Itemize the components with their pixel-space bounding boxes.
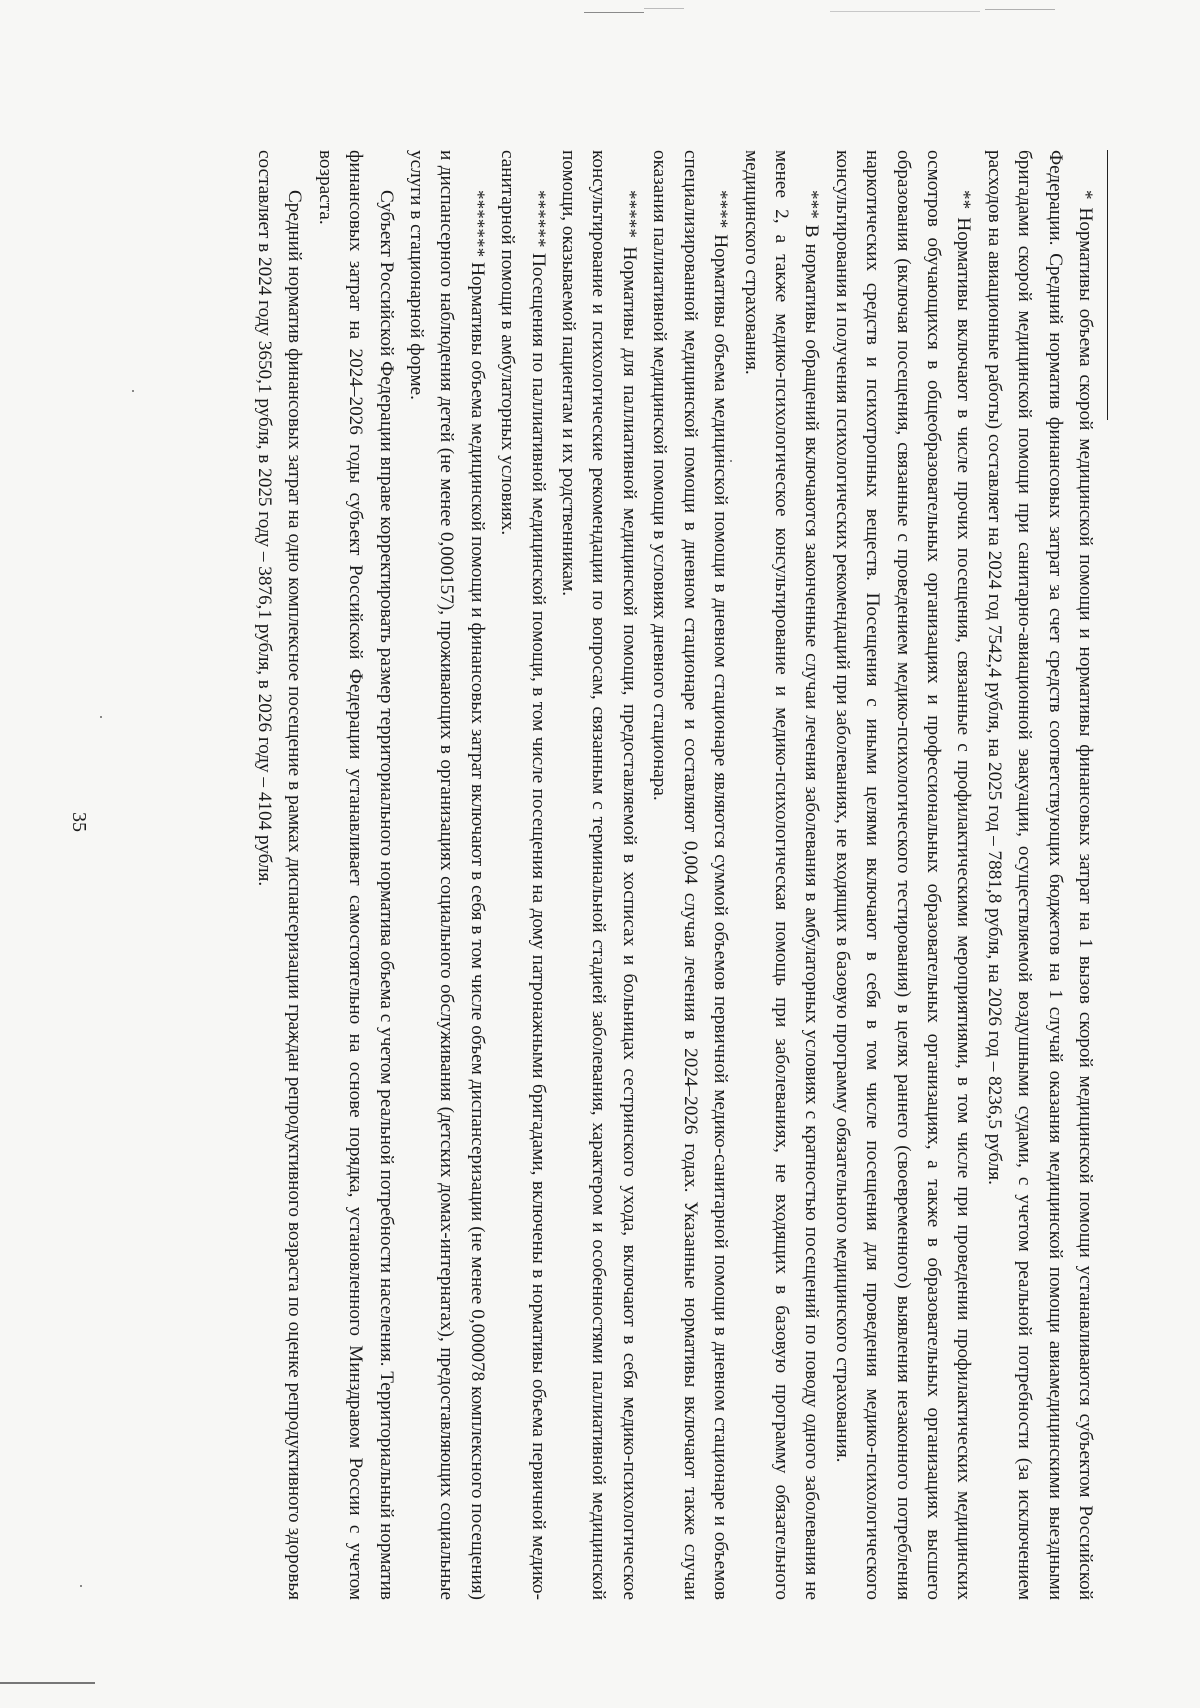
scan-artifact-line bbox=[584, 12, 644, 13]
paragraph-reproductive-health: Средний норматив финансовых затрат на одно комплексное посещение в рамках диспансеризации граждан репродуктивного возраста по оценке репродуктивного здоровья составляет в 2024 году 3650,1 рубля, в 2025 году – 3876,1 рубля, в 2026 году – 4104 рубля. bbox=[254, 150, 306, 1600]
scan-speck bbox=[100, 716, 102, 718]
footnote-2: ** Нормативы включают в числе прочих посещения, связанные с профилактическими мероприятиями, в том числе при проведении профилактических медицинских осмотров обучающихся в общеобразовательных организациях и профессиональных образовательных организациях, а также в образовательных организациях высшего образования (включая посещения, связанные с проведением медико-психологического тестирования) в целях раннего (своевременного) выявления незаконного потребления наркотических средств и психотропных веществ. Посещения с иными целями включают в себя в том числе посещения для проведения медико-психологического консультирования и получения психологических рекомендаций при заболеваниях, не входящих в базовую программу обязательного медицинского страхования. bbox=[831, 150, 975, 1600]
footnote-6: ****** Посещения по паллиативной медицинской помощи, в том числе посещения на дому патронажными бригадами, включены в нормативы объема первичной медико-санитарной помощи в амбулаторных условиях. bbox=[497, 150, 549, 1600]
footnote-3: *** В нормативы обращений включаются законченные случаи лечения заболевания в амбулаторных условиях с кратностью посещений по поводу одного заболевания не менее 2, а также медико-психологическое консультирование и медико-психологическая помощь при заболеваниях, не входящих в базовую программу обязательного медицинского страхования. bbox=[740, 150, 823, 1600]
scan-artifact-line bbox=[830, 11, 980, 12]
scan-speck bbox=[80, 1585, 82, 1587]
footnote-5: ***** Нормативы для паллиативной медицинской помощи, предоставляемой в хосписах и больницах сестринского ухода, включают в себя медико-психологическое консультирование и психологические рекомендации по вопросам, связанным с терминальной стадией заболевания, характером и особенностями паллиативной медицинской помощи, оказываемой пациентам и их родственникам. bbox=[558, 150, 640, 1600]
page-number: 35 bbox=[68, 812, 90, 832]
scan-speck bbox=[132, 390, 134, 392]
scan-artifact-line bbox=[644, 8, 684, 9]
footnote-7: ******* Нормативы объема медицинской помощи и финансовых затрат включают в себя в том числе объем диспансеризации (не менее 0,000078 комплексного посещения) и диспансерного наблюдения детей (не менее 0,000157), проживающих в организациях социального обслуживания (детских домах-интернатах), предоставляющих социальные услуги в стационарной форме. bbox=[406, 150, 488, 1600]
footnote-separator bbox=[1107, 150, 1108, 420]
footnote-1: * Нормативы объема скорой медицинской помощи и нормативы финансовых затрат на 1 вызов скорой медицинской помощи устанавливаются субъектом Российской Федерации. Средний норматив финансовых затрат за счет средств соответствующих бюджетов на 1 случай оказания медицинской помощи авиамедицинскими выездными бригадами скорой медицинской помощи при санитарно-авиационной эвакуации, осуществляемой воздушными судами, с учетом реальной потребности (за исключением расходов на авиационные работы) составляет на 2024 год 7542,4 рубля, на 2025 год – 7881,8 рубля, на 2026 год – 8236,5 рубля. bbox=[983, 150, 1096, 1600]
scan-artifact-line bbox=[985, 9, 1055, 10]
scan-artifact-line bbox=[0, 1682, 95, 1684]
footnote-4: **** Нормативы объема медицинской помощи в дневном стационаре являются суммой объемов первичной медико-санитарной помощи в дневном стационаре и объемов специализированной медицинской помощи в дневном стационаре и составляют 0,004 случая лечения в 2024–2026 годах. Указанные нормативы включают также случаи оказания паллиативной медицинской помощи в условиях дневного стационара. bbox=[649, 150, 732, 1600]
footnotes-block bbox=[190, 150, 1100, 1600]
paragraph-territorial-norm: Субъект Российской Федерации вправе корректировать размер территориального норматива объема с учетом реальной потребности населения. Территориальный норматив финансовых затрат на 2024–2026 годы субъект Российской Федерации устанавливает самостоятельно на основе порядка, установленного Минздравом России с учетом возраста. bbox=[314, 150, 397, 1600]
